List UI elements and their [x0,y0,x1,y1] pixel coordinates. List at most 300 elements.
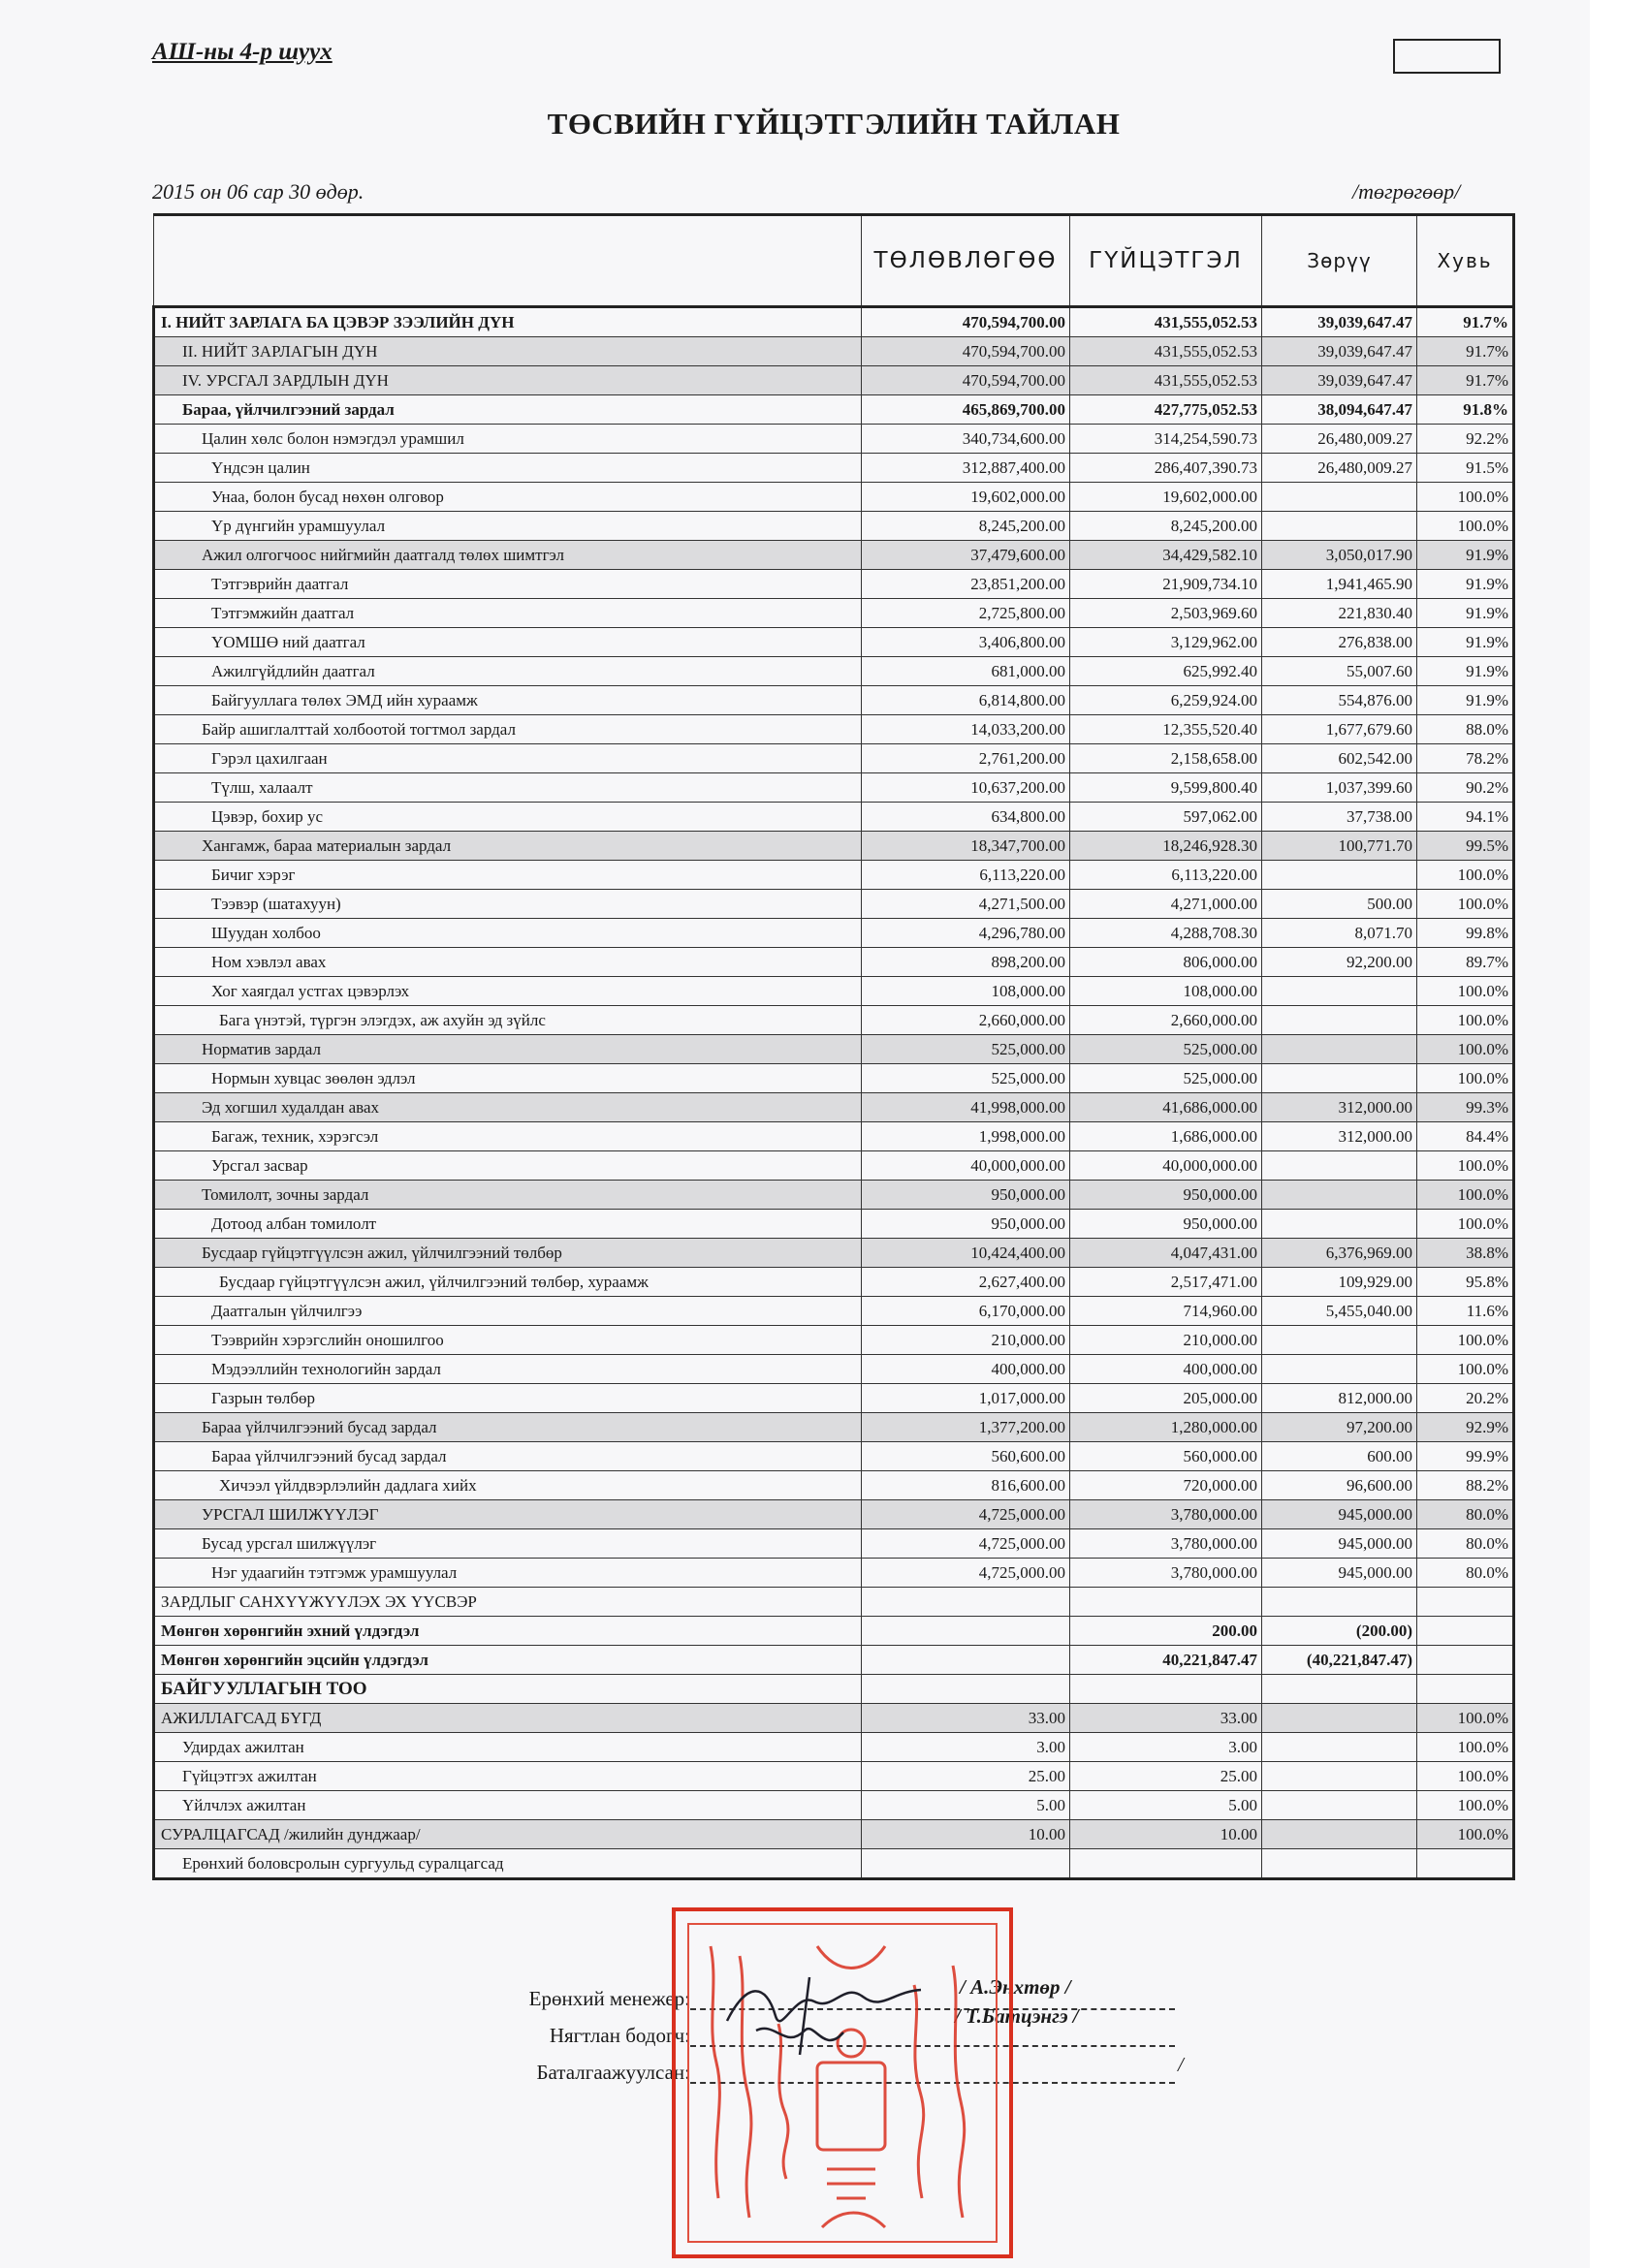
table-row [154,1151,1514,1181]
plan-value: 1,998,000.00 [862,1122,1070,1151]
row-label: Даатгалын үйлчилгээ [154,1297,862,1326]
table-header-row [154,215,1514,307]
percent-value: 91.8% [1417,395,1514,425]
percent-value: 100.0% [1417,1762,1514,1791]
difference-value [1262,1355,1417,1384]
percent-value: 84.4% [1417,1122,1514,1151]
row-label: Байр ашиглалттай холбоотой тогтмол зардал [154,715,862,744]
table-row [154,715,1514,744]
actual-value: 108,000.00 [1070,977,1262,1006]
difference-value: 5,455,040.00 [1262,1297,1417,1326]
difference-value [1262,1326,1417,1355]
currency-unit: /төгрөгөөр/ [1352,179,1461,204]
row-label: УРСГАЛ ШИЛЖҮҮЛЭГ [154,1500,862,1529]
percent-value: 100.0% [1417,1326,1514,1355]
percent-value: 91.9% [1417,686,1514,715]
actual-value: 210,000.00 [1070,1326,1262,1355]
row-label: Дотоод албан томилолт [154,1210,862,1239]
percent-value: 91.7% [1417,307,1514,337]
percent-value: 91.7% [1417,337,1514,366]
percent-value: 91.9% [1417,599,1514,628]
percent-value: 91.9% [1417,570,1514,599]
percent-value: 99.9% [1417,1442,1514,1471]
difference-value: 26,480,009.27 [1262,425,1417,454]
actual-value: 525,000.00 [1070,1035,1262,1064]
plan-value: 470,594,700.00 [862,337,1070,366]
actual-value: 597,062.00 [1070,803,1262,832]
difference-value: 109,929.00 [1262,1268,1417,1297]
table-row [154,861,1514,890]
actual-value: 525,000.00 [1070,1064,1262,1093]
row-label: Мөнгөн хөрөнгийн эцсийн үлдэгдэл [154,1646,862,1675]
difference-value: 6,376,969.00 [1262,1239,1417,1268]
row-label: Унаа, болон бусад нөхөн олговор [154,483,862,512]
difference-value [1262,1704,1417,1733]
plan-value: 4,271,500.00 [862,890,1070,919]
actual-value: 200.00 [1070,1617,1262,1646]
row-label: Тээвэр (шатахуун) [154,890,862,919]
difference-value: 1,037,399.60 [1262,773,1417,803]
percent-value: 92.2% [1417,425,1514,454]
plan-value: 1,377,200.00 [862,1413,1070,1442]
row-label: Газрын төлбөр [154,1384,862,1413]
row-label: Мэдээллийн технологийн зардал [154,1355,862,1384]
manager-name: / А.Энхтөр / [960,1975,1071,1999]
row-label: Нормын хувцас зөөлөн эдлэл [154,1064,862,1093]
plan-value: 4,725,000.00 [862,1529,1070,1559]
scan-margin [1590,0,1648,2268]
table-row [154,1849,1514,1879]
actual-value: 4,047,431.00 [1070,1239,1262,1268]
table-row [154,832,1514,861]
percent-value: 88.0% [1417,715,1514,744]
actual-value: 34,429,582.10 [1070,541,1262,570]
table-row [154,1239,1514,1268]
actual-value [1070,1675,1262,1704]
plan-value: 4,725,000.00 [862,1559,1070,1588]
actual-value: 3,129,962.00 [1070,628,1262,657]
plan-value: 560,600.00 [862,1442,1070,1471]
actual-value: 40,000,000.00 [1070,1151,1262,1181]
plan-value: 6,113,220.00 [862,861,1070,890]
table-row [154,1035,1514,1064]
row-label: Шуудан холбоо [154,919,862,948]
table-row [154,1704,1514,1733]
table-row [154,1355,1514,1384]
difference-value: 39,039,647.47 [1262,337,1417,366]
difference-value: 312,000.00 [1262,1093,1417,1122]
difference-value: (200.00) [1262,1617,1417,1646]
plan-value: 6,814,800.00 [862,686,1070,715]
report-title: ТӨСВИЙН ГҮЙЦЭТГЭЛИЙН ТАЙЛАН [547,107,1121,141]
row-label: Хангамж, бараа материалын зардал [154,832,862,861]
difference-value: 1,941,465.90 [1262,570,1417,599]
plan-value: 108,000.00 [862,977,1070,1006]
table-row [154,512,1514,541]
manager-label: Ерөнхий менежер: [528,1987,690,2010]
row-label: Урсгал засвар [154,1151,862,1181]
table-row [154,1093,1514,1122]
actual-value: 314,254,590.73 [1070,425,1262,454]
percent-value: 100.0% [1417,1151,1514,1181]
plan-value: 2,761,200.00 [862,744,1070,773]
table-row [154,1384,1514,1413]
percent-value: 20.2% [1417,1384,1514,1413]
row-label: Бага үнэтэй, түргэн элэгдэх, аж ахуйн эд зүйлс [154,1006,862,1035]
percent-value: 100.0% [1417,861,1514,890]
plan-value [862,1646,1070,1675]
difference-value [1262,1588,1417,1617]
table-row [154,1471,1514,1500]
plan-value [862,1849,1070,1879]
row-label: Багаж, техник, хэрэгсэл [154,1122,862,1151]
plan-value: 470,594,700.00 [862,307,1070,337]
percent-value: 99.5% [1417,832,1514,861]
difference-value: 500.00 [1262,890,1417,919]
column-header [154,215,862,307]
actual-value: 2,660,000.00 [1070,1006,1262,1035]
actual-value: 3,780,000.00 [1070,1559,1262,1588]
difference-value: 554,876.00 [1262,686,1417,715]
actual-value: 1,686,000.00 [1070,1122,1262,1151]
percent-value: 100.0% [1417,890,1514,919]
difference-value [1262,1849,1417,1879]
actual-value [1070,1588,1262,1617]
actual-value: 950,000.00 [1070,1181,1262,1210]
difference-value: 945,000.00 [1262,1559,1417,1588]
actual-value: 2,158,658.00 [1070,744,1262,773]
table-row [154,1733,1514,1762]
actual-value: 4,288,708.30 [1070,919,1262,948]
row-label: Үр дүнгийн урамшуулал [154,512,862,541]
table-row [154,657,1514,686]
table-row [154,1529,1514,1559]
actual-value: 950,000.00 [1070,1210,1262,1239]
difference-value: 600.00 [1262,1442,1417,1471]
actual-value: 33.00 [1070,1704,1262,1733]
difference-value: 55,007.60 [1262,657,1417,686]
plan-value: 950,000.00 [862,1181,1070,1210]
percent-value: 89.7% [1417,948,1514,977]
row-label: Цэвэр, бохир ус [154,803,862,832]
percent-value [1417,1646,1514,1675]
verified-label: Баталгаажуулсан: [536,2061,690,2084]
actual-value: 400,000.00 [1070,1355,1262,1384]
plan-value: 525,000.00 [862,1064,1070,1093]
table-row [154,1297,1514,1326]
row-label: Бусад урсгал шилжүүлэг [154,1529,862,1559]
table-row [154,977,1514,1006]
report-date: 2015 он 06 сар 30 өдөр. [152,179,364,204]
plan-value: 33.00 [862,1704,1070,1733]
actual-value: 41,686,000.00 [1070,1093,1262,1122]
row-label: II. НИЙТ ЗАРЛАГЫН ДҮН [154,337,862,366]
actual-value: 806,000.00 [1070,948,1262,977]
table-row [154,1617,1514,1646]
row-label: I. НИЙТ ЗАРЛАГА БА ЦЭВЭР ЗЭЭЛИЙН ДҮН [154,307,862,337]
percent-value: 38.8% [1417,1239,1514,1268]
accountant-name: / Т.Батцэнгэ / [955,2004,1079,2028]
table-row [154,337,1514,366]
actual-value: 431,555,052.53 [1070,307,1262,337]
table-row [154,570,1514,599]
actual-value: 3,780,000.00 [1070,1500,1262,1529]
percent-value [1417,1849,1514,1879]
plan-value: 898,200.00 [862,948,1070,977]
plan-value: 312,887,400.00 [862,454,1070,483]
plan-value: 681,000.00 [862,657,1070,686]
difference-value: 37,738.00 [1262,803,1417,832]
actual-value: 5.00 [1070,1791,1262,1820]
percent-value: 100.0% [1417,512,1514,541]
percent-value: 99.8% [1417,919,1514,948]
plan-value: 40,000,000.00 [862,1151,1070,1181]
row-label: Түлш, халаалт [154,773,862,803]
row-label: Хог хаягдал устгах цэвэрлэх [154,977,862,1006]
budget-table [152,213,1515,1880]
plan-value [862,1675,1070,1704]
table-row [154,541,1514,570]
table-row [154,1762,1514,1791]
signature-graphic [717,1963,931,2069]
plan-value [862,1588,1070,1617]
percent-value: 90.2% [1417,773,1514,803]
difference-value [1262,861,1417,890]
table-row [154,1181,1514,1210]
percent-value: 92.9% [1417,1413,1514,1442]
row-label: СУРАЛЦАГСАД /жилийн дунджаар/ [154,1820,862,1849]
actual-value: 6,113,220.00 [1070,861,1262,890]
table-row [154,1064,1514,1093]
column-header: Зөрүү [1262,215,1417,307]
table-row [154,1500,1514,1529]
plan-value: 340,734,600.00 [862,425,1070,454]
difference-value: 39,039,647.47 [1262,366,1417,395]
row-label: Тэтгэмжийн даатгал [154,599,862,628]
actual-value: 1,280,000.00 [1070,1413,1262,1442]
row-label: Тэтгэврийн даатгал [154,570,862,599]
percent-value: 80.0% [1417,1529,1514,1559]
actual-value: 12,355,520.40 [1070,715,1262,744]
table-row [154,1559,1514,1588]
row-label: Норматив зардал [154,1035,862,1064]
table-row [154,454,1514,483]
row-label: Хичээл үйлдвэрлэлийн дадлага хийх [154,1471,862,1500]
plan-value: 10,424,400.00 [862,1239,1070,1268]
plan-value: 525,000.00 [862,1035,1070,1064]
percent-value: 91.9% [1417,657,1514,686]
table-row [154,366,1514,395]
table-row [154,948,1514,977]
difference-value: (40,221,847.47) [1262,1646,1417,1675]
difference-value: 38,094,647.47 [1262,395,1417,425]
table-row [154,1122,1514,1151]
percent-value: 78.2% [1417,744,1514,773]
difference-value: 945,000.00 [1262,1500,1417,1529]
difference-value: 812,000.00 [1262,1384,1417,1413]
difference-value: 312,000.00 [1262,1122,1417,1151]
plan-value: 41,998,000.00 [862,1093,1070,1122]
difference-value [1262,1064,1417,1093]
plan-value: 10.00 [862,1820,1070,1849]
table-row [154,803,1514,832]
table-row [154,307,1514,337]
row-label: Байгууллага төлөх ЭМД ийн хураамж [154,686,862,715]
percent-value: 100.0% [1417,1791,1514,1820]
percent-value: 99.3% [1417,1093,1514,1122]
row-label: Үндсэн цалин [154,454,862,483]
difference-value [1262,1035,1417,1064]
stamp-script-graphic [672,1907,1013,2258]
row-label: БАЙГУУЛЛАГЫН ТОО [154,1675,862,1704]
verified-name: / [1178,2053,1184,2076]
plan-value: 634,800.00 [862,803,1070,832]
difference-value [1262,1820,1417,1849]
plan-value: 816,600.00 [862,1471,1070,1500]
table-row [154,1210,1514,1239]
plan-value: 25.00 [862,1762,1070,1791]
difference-value: 39,039,647.47 [1262,307,1417,337]
row-label: Нэг удаагийн тэтгэмж урамшуулал [154,1559,862,1588]
plan-value: 210,000.00 [862,1326,1070,1355]
plan-value: 5.00 [862,1791,1070,1820]
difference-value: 92,200.00 [1262,948,1417,977]
row-label: Бараа үйлчилгээний бусад зардал [154,1442,862,1471]
actual-value [1070,1849,1262,1879]
row-label: ЗАРДЛЫГ САНХҮҮЖҮҮЛЭХ ЭХ ҮҮСВЭР [154,1588,862,1617]
table-row [154,1006,1514,1035]
plan-value: 19,602,000.00 [862,483,1070,512]
plan-value: 18,347,700.00 [862,832,1070,861]
actual-value: 9,599,800.40 [1070,773,1262,803]
actual-value: 2,517,471.00 [1070,1268,1262,1297]
row-label: Ажил олгогчоос нийгмийн даатгалд төлөх шимтгэл [154,541,862,570]
row-label: Гүйцэтгэх ажилтан [154,1762,862,1791]
percent-value [1417,1617,1514,1646]
difference-value [1262,1675,1417,1704]
actual-value: 431,555,052.53 [1070,337,1262,366]
plan-value: 3.00 [862,1733,1070,1762]
table-row [154,1791,1514,1820]
actual-value: 427,775,052.53 [1070,395,1262,425]
difference-value [1262,1151,1417,1181]
actual-value: 21,909,734.10 [1070,570,1262,599]
difference-value: 100,771.70 [1262,832,1417,861]
actual-value: 560,000.00 [1070,1442,1262,1471]
difference-value [1262,1733,1417,1762]
column-header: ТӨЛӨВЛӨГӨӨ [862,215,1070,307]
actual-value: 10.00 [1070,1820,1262,1849]
difference-value: 97,200.00 [1262,1413,1417,1442]
actual-value: 205,000.00 [1070,1384,1262,1413]
difference-value [1262,1791,1417,1820]
table-row [154,1268,1514,1297]
actual-value: 19,602,000.00 [1070,483,1262,512]
row-label: Гэрэл цахилгаан [154,744,862,773]
table-row [154,890,1514,919]
row-label: Томилолт, зочны зардал [154,1181,862,1210]
row-label: Мөнгөн хөрөнгийн эхний үлдэгдэл [154,1617,862,1646]
plan-value: 465,869,700.00 [862,395,1070,425]
actual-value: 3.00 [1070,1733,1262,1762]
plan-value: 2,725,800.00 [862,599,1070,628]
difference-value [1262,977,1417,1006]
percent-value: 95.8% [1417,1268,1514,1297]
row-label: Бусдаар гүйцэтгүүлсэн ажил, үйлчилгээний төлбөр, хураамж [154,1268,862,1297]
row-label: Бараа, үйлчилгээний зардал [154,395,862,425]
plan-value: 950,000.00 [862,1210,1070,1239]
table-row [154,1820,1514,1849]
actual-value: 4,271,000.00 [1070,890,1262,919]
plan-value: 6,170,000.00 [862,1297,1070,1326]
actual-value: 25.00 [1070,1762,1262,1791]
percent-value: 100.0% [1417,1181,1514,1210]
difference-value: 8,071.70 [1262,919,1417,948]
table-row [154,1646,1514,1675]
table-row [154,628,1514,657]
actual-value: 40,221,847.47 [1070,1646,1262,1675]
row-label: Бараа үйлчилгээний бусад зардал [154,1413,862,1442]
row-label: Үйлчлэх ажилтан [154,1791,862,1820]
row-label: Бусдаар гүйцэтгүүлсэн ажил, үйлчилгээний төлбөр [154,1239,862,1268]
percent-value: 11.6% [1417,1297,1514,1326]
percent-value [1417,1588,1514,1617]
percent-value: 100.0% [1417,977,1514,1006]
row-label: Ажилгүйдлийн даатгал [154,657,862,686]
difference-value [1262,1762,1417,1791]
difference-value: 3,050,017.90 [1262,541,1417,570]
percent-value: 100.0% [1417,1035,1514,1064]
difference-value [1262,1006,1417,1035]
row-label: Ерөнхий боловсролын сургуульд суралцагсад [154,1849,862,1879]
plan-value [862,1617,1070,1646]
table-row [154,1413,1514,1442]
actual-value: 431,555,052.53 [1070,366,1262,395]
plan-value: 8,245,200.00 [862,512,1070,541]
difference-value: 221,830.40 [1262,599,1417,628]
difference-value: 945,000.00 [1262,1529,1417,1559]
plan-value: 3,406,800.00 [862,628,1070,657]
percent-value: 100.0% [1417,1210,1514,1239]
percent-value: 100.0% [1417,1704,1514,1733]
table-row [154,1588,1514,1617]
percent-value: 100.0% [1417,1355,1514,1384]
plan-value: 14,033,200.00 [862,715,1070,744]
row-label: Цалин хөлс болон нэмэгдэл урамшил [154,425,862,454]
plan-value: 2,627,400.00 [862,1268,1070,1297]
actual-value: 6,259,924.00 [1070,686,1262,715]
plan-value: 10,637,200.00 [862,773,1070,803]
plan-value: 2,660,000.00 [862,1006,1070,1035]
percent-value: 91.7% [1417,366,1514,395]
actual-value: 720,000.00 [1070,1471,1262,1500]
table-row [154,1675,1514,1704]
table-row [154,483,1514,512]
table-row [154,425,1514,454]
form-code: АШ-ны 4-р шууx [152,39,333,65]
difference-value [1262,512,1417,541]
percent-value: 91.9% [1417,541,1514,570]
row-label: АЖИЛЛАГСАД БҮГД [154,1704,862,1733]
percent-value: 91.9% [1417,628,1514,657]
difference-value [1262,1181,1417,1210]
actual-value: 714,960.00 [1070,1297,1262,1326]
column-header: ГҮЙЦЭТГЭЛ [1070,215,1262,307]
percent-value [1417,1675,1514,1704]
table-row [154,599,1514,628]
plan-value: 470,594,700.00 [862,366,1070,395]
table-row [154,1326,1514,1355]
